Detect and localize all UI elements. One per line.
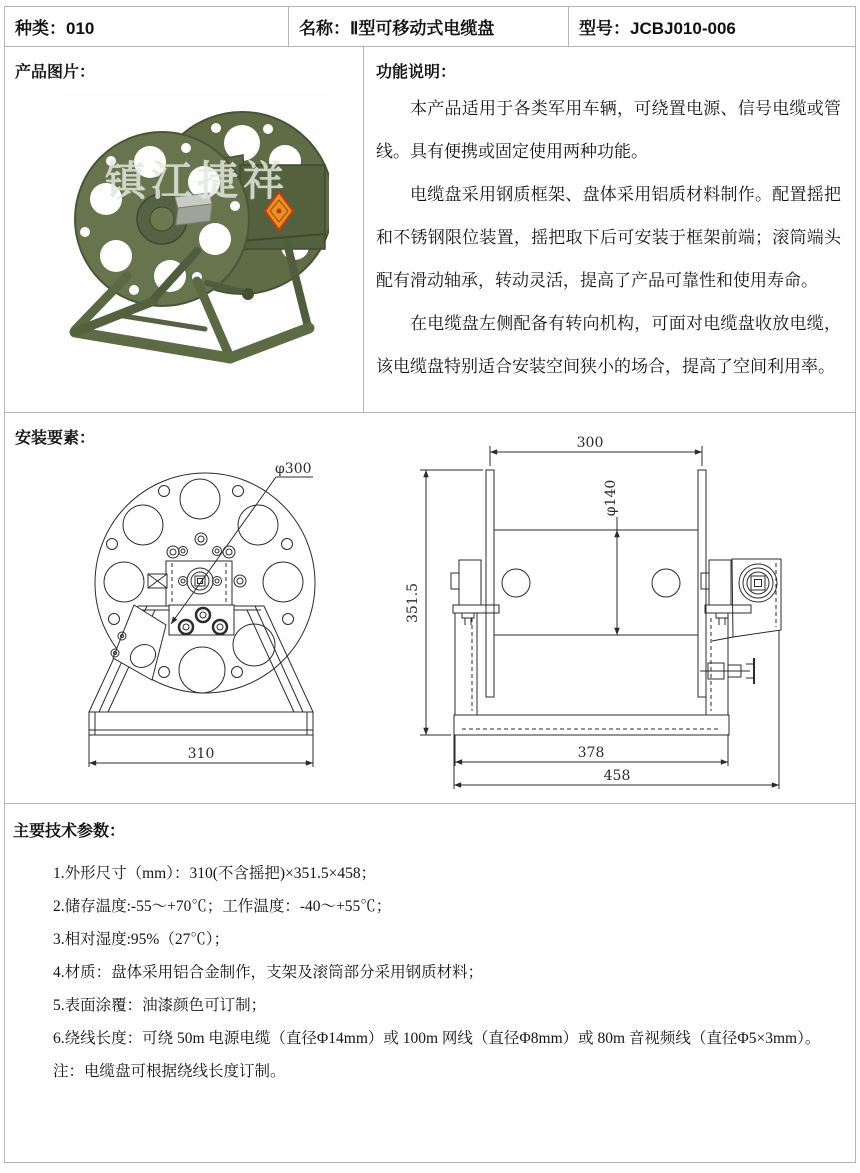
header-row: [5, 7, 855, 47]
product-photo: [57, 91, 329, 369]
function-paragraph: 本产品适用于各类军用车辆，可绕置电源、信号电缆或管线。具有便携或固定使用两种功能。: [376, 99, 841, 161]
spec-item: 4.材质：盘体采用铝合金制作，支架及滚筒部分采用钢质材料；: [53, 964, 484, 981]
header-model: 型号：JCBJ010-006: [569, 7, 855, 46]
spec-item: 6.绕线长度：可绕 50m 电源电缆（直径Φ14mm）或 100m 网线（直径Φ8mm）或 80m 音视频线（直径Φ5×3mm）。: [53, 1030, 821, 1047]
height-dimension: [405, 470, 483, 735]
drum-width-label: 300: [576, 435, 604, 451]
product-photo-title: 产品图片：: [15, 64, 96, 81]
turning-mechanism: [712, 559, 781, 641]
product-photo-cell: [5, 47, 364, 412]
specs-list: [53, 857, 847, 1088]
drum-diameter-label: φ140: [603, 479, 619, 517]
side-view-drawing: [405, 435, 781, 789]
front-view-drawing: [89, 461, 315, 767]
bolt-bracket: [169, 605, 234, 635]
spec-item: 5.表面涂覆：油漆颜色可订制；: [53, 997, 267, 1014]
function-paragraph: 在电缆盘左侧配备有转向机构，可面对电缆盘收放电缆，该电缆盘特别适合安装空间狭小的场合，提高了空间利用率。: [376, 314, 841, 376]
photo-function-row: [5, 47, 855, 413]
installation-row: [5, 413, 855, 804]
drum-diameter-dimension: [603, 480, 619, 635]
header-category: 种类：010: [5, 7, 289, 46]
specs-row: [5, 804, 855, 1162]
installation-cell: [5, 413, 855, 803]
function-paragraph: 电缆盘采用钢质框架、盘体采用铝质材料制作。配置摇把和不锈钢限位装置，摇把取下后可安装于框架前端；滚筒端头配有滑动轴承，转动灵活，提高了产品可靠性和使用寿命。: [376, 185, 841, 290]
spec-item: 2.储存温度:-55～+70℃；工作温度：-40～+55℃；: [53, 898, 392, 915]
frame-legs: [454, 613, 729, 735]
spec-note: 注：电缆盘可根据绕线长度订制。: [53, 1063, 286, 1080]
spec-sheet: [4, 6, 856, 1163]
installation-title: 安装要素：: [15, 430, 96, 447]
latch-symbol: [148, 574, 167, 588]
specs-title: 主要技术参数：: [13, 823, 126, 840]
front-flange-diameter-label: φ300: [275, 461, 312, 477]
function-title: 功能说明：: [376, 64, 457, 81]
front-base-dimension: [89, 735, 313, 767]
installation-drawings: [5, 413, 855, 803]
header-product-name: 名称：Ⅱ型可移动式电缆盘: [289, 7, 569, 46]
mounting-plate: [166, 547, 232, 607]
watermark-text: 镇江捷祥: [105, 158, 289, 204]
function-cell: [364, 47, 855, 412]
crank-pin: [700, 658, 754, 684]
drum-width-dimension: [490, 435, 702, 466]
spec-item: 3.相对湿度:95%（27℃）；: [53, 931, 230, 948]
spec-item: 1.外形尺寸（mm）：310(不含摇把)×351.5×458；: [53, 865, 377, 882]
overall-width-label: 458: [603, 768, 631, 784]
overall-width-dimension: [454, 630, 779, 789]
frame-width-label: 378: [577, 745, 605, 761]
height-label: 351.5: [405, 582, 421, 624]
right-bracket: [701, 560, 751, 625]
front-base-width-label: 310: [187, 746, 215, 762]
specs-cell: [5, 804, 855, 1162]
function-text: [376, 87, 841, 388]
left-bracket: [451, 560, 499, 625]
frame-width-dimension: [455, 735, 728, 766]
